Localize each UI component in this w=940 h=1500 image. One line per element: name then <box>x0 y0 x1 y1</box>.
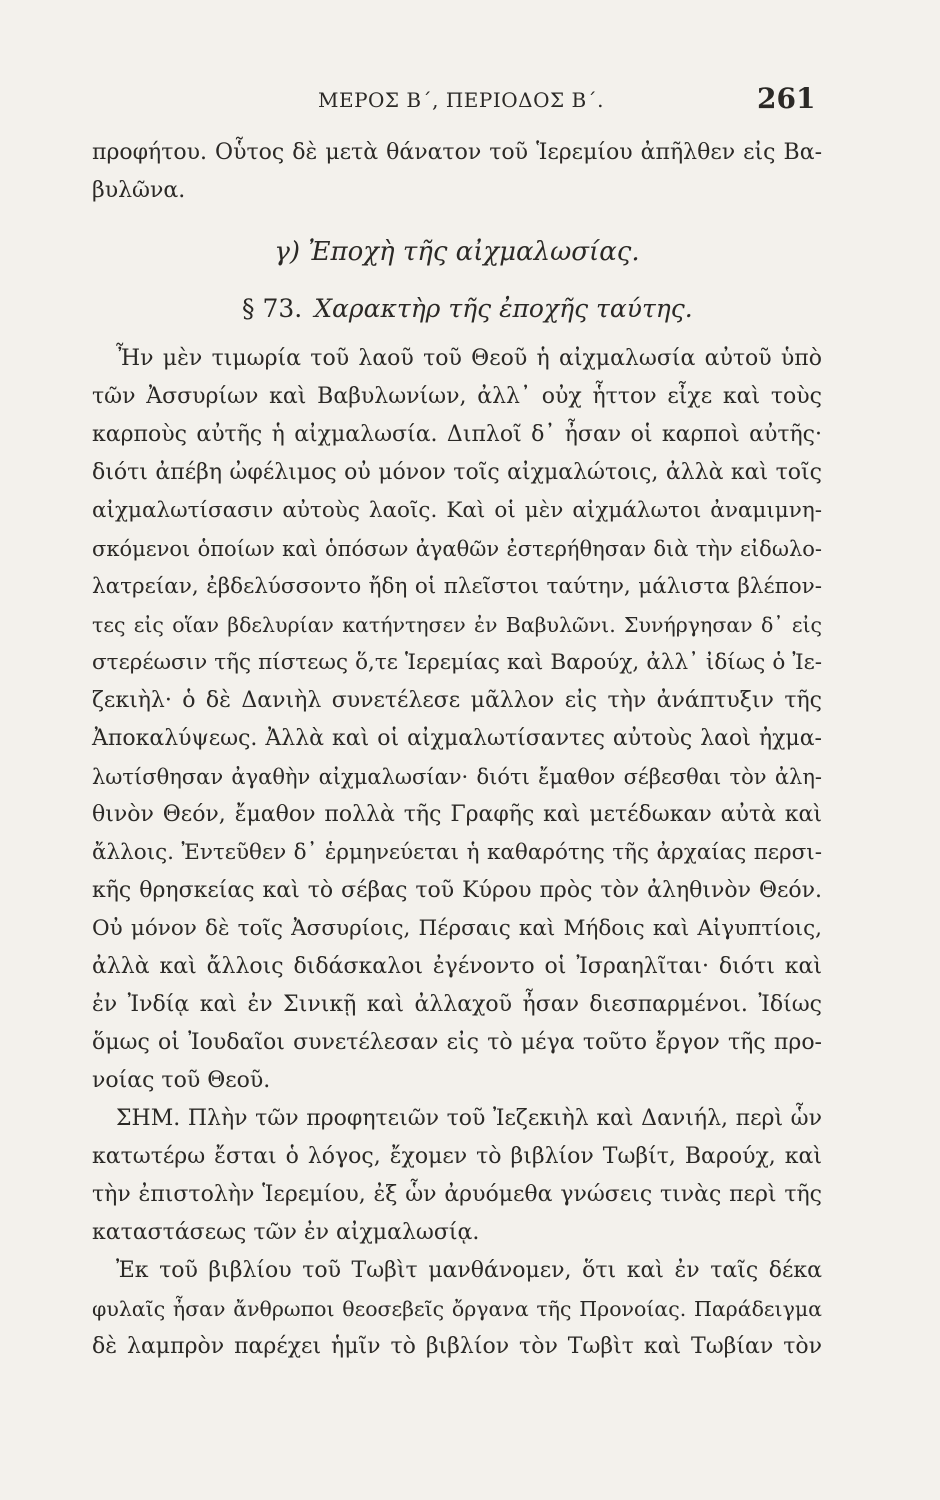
section-title: Χαρακτὴρ τῆς ἐποχῆς ταύτης. <box>314 294 693 323</box>
text-line: νοίας τοῦ Θεοῦ. <box>92 1068 271 1093</box>
paragraph-1 <box>92 340 822 1100</box>
intro-paragraph <box>92 134 822 210</box>
text-line: καρποὺς αὐτῆς ἡ αἰχμαλωσία. Διπλοῖ δ᾽ ἦσαν οἱ καρποὶ αὐτῆς· <box>92 422 822 447</box>
section-heading <box>242 286 822 332</box>
page-number: 261 <box>757 82 816 115</box>
running-head: ΜΕΡΟΣ Β΄, ΠΕΡΙΟΔΟΣ Β΄. <box>318 88 605 112</box>
text-line: δὲ λαμπρὸν παρέχει ἡμῖν τὸ βιβλίον τὸν Τωβὶτ καὶ Τωβίαν τὸν <box>92 1334 822 1359</box>
text-line: ἄλλοις. Ἐντεῦθεν δ᾽ ἑρμηνεύεται ἡ καθαρότης τῆς ἀρχαίας περσι- <box>92 840 822 865</box>
text-line: ἐν Ἰνδίᾳ καὶ ἐν Σινικῇ καὶ ἀλλαχοῦ ἦσαν διεσπαρμένοι. Ἰδίως <box>92 992 822 1017</box>
paragraph-2 <box>92 1252 822 1366</box>
text-line: Ἦν μὲν τιμωρία τοῦ λαοῦ τοῦ Θεοῦ ἡ αἰχμαλωσία αὐτοῦ ὑπὸ <box>116 346 822 371</box>
text-line: Ἐκ τοῦ βιβλίου τοῦ Τωβὶτ μανθάνομεν, ὅτι καὶ ἐν ταῖς δέκα <box>116 1258 822 1283</box>
subheading: γ) Ἐποχὴ τῆς αἰχμαλωσίας. <box>274 237 640 267</box>
text-line: Ἀποκαλύψεως. Ἀλλὰ καὶ οἱ αἰχμαλωτίσαντες αὐτοὺς λαοὶ ἠχμα- <box>92 726 822 751</box>
text-line: στερέωσιν τῆς πίστεως ὅ,τε Ἱερεμίας καὶ Βαρούχ, ἀλλ᾽ ἰδίως ὁ Ἰε- <box>92 650 822 675</box>
page-header <box>0 82 940 122</box>
text-line: λωτίσθησαν ἀγαθὴν αἰχμαλωσίαν· διότι ἔμαθον σέβεσθαι τὸν ἀλη- <box>92 765 822 789</box>
text-line: ζεκιὴλ· ὁ δὲ Δανιὴλ συνετέλεσε μᾶλλον εἰς τὴν ἀνάπτυξιν τῆς <box>92 688 822 713</box>
text-line: διότι ἀπέβη ὠφέλιμος οὐ μόνον τοῖς αἰχμαλώτοις, ἀλλὰ καὶ τοῖς <box>92 460 822 485</box>
text-line: καταστάσεως τῶν ἐν αἰχμαλωσίᾳ. <box>92 1220 480 1245</box>
text-line: αἰχμαλωτίσασιν αὐτοὺς λαοῖς. Καὶ οἱ μὲν αἰχμάλωτοι ἀναμιμνη- <box>92 498 822 523</box>
text-line: προφήτου. Οὗτος δὲ μετὰ θάνατον τοῦ Ἱερεμίου ἀπῆλθεν εἰς Βα- <box>92 140 822 165</box>
text-line: τῶν Ἀσσυρίων καὶ Βαβυλωνίων, ἀλλ᾽ οὐχ ἧττον εἶχε καὶ τοὺς <box>92 384 822 409</box>
text-line: τὴν ἐπιστολὴν Ἱερεμίου, ἐξ ὧν ἀρυόμεθα γνώσεις τινὰς περὶ τῆς <box>92 1182 822 1207</box>
text-line: Οὐ μόνον δὲ τοῖς Ἀσσυρίοις, Πέρσαις καὶ Μήδοις καὶ Αἰγυπτίοις, <box>92 916 822 941</box>
body-text <box>92 134 822 1366</box>
text-line: λατρείαν, ἐβδελύσσοντο ἤδη οἱ πλεῖστοι ταύτην, μάλιστα βλέπον- <box>92 574 822 599</box>
text-line: ἀλλὰ καὶ ἄλλοις διδάσκαλοι ἐγένοντο οἱ Ἰσραηλῖται· διότι καὶ <box>92 954 822 979</box>
text-line: κατωτέρω ἔσται ὁ λόγος, ἔχομεν τὸ βιβλίον Τωβίτ, Βαρούχ, καὶ <box>92 1144 822 1169</box>
text-line: τες εἰς οἵαν βδελυρίαν κατήντησεν ἐν Βαβυλῶνι. Συνήργησαν δ᾽ εἰς <box>92 613 822 637</box>
text-line: ΣΗΜ. Πλὴν τῶν προφητειῶν τοῦ Ἰεζεκιὴλ καὶ Δανιήλ, περὶ ὧν <box>116 1106 822 1131</box>
note-paragraph <box>92 1100 822 1252</box>
section-number: § 73. <box>242 294 303 323</box>
text-line: θινὸν Θεόν, ἔμαθον πολλὰ τῆς Γραφῆς καὶ μετέδωκαν αὐτὰ καὶ <box>92 802 822 827</box>
text-line: κῆς θρησκείας καὶ τὸ σέβας τοῦ Κύρου πρὸς τὸν ἀληθινὸν Θεόν. <box>92 878 822 903</box>
text-line: βυλῶνα. <box>92 178 186 203</box>
text-line: φυλαῖς ἦσαν ἄνθρωποι θεοσεβεῖς ὄργανα τῆς Προνοίας. Παράδειγμα <box>92 1297 822 1321</box>
text-line: σκόμενοι ὁποίων καὶ ὁπόσων ἀγαθῶν ἐστερήθησαν διὰ τὴν εἰδωλο- <box>92 537 822 561</box>
text-line: ὅμως οἱ Ἰουδαῖοι συνετέλεσαν εἰς τὸ μέγα τοῦτο ἔργον τῆς προ- <box>92 1030 822 1055</box>
